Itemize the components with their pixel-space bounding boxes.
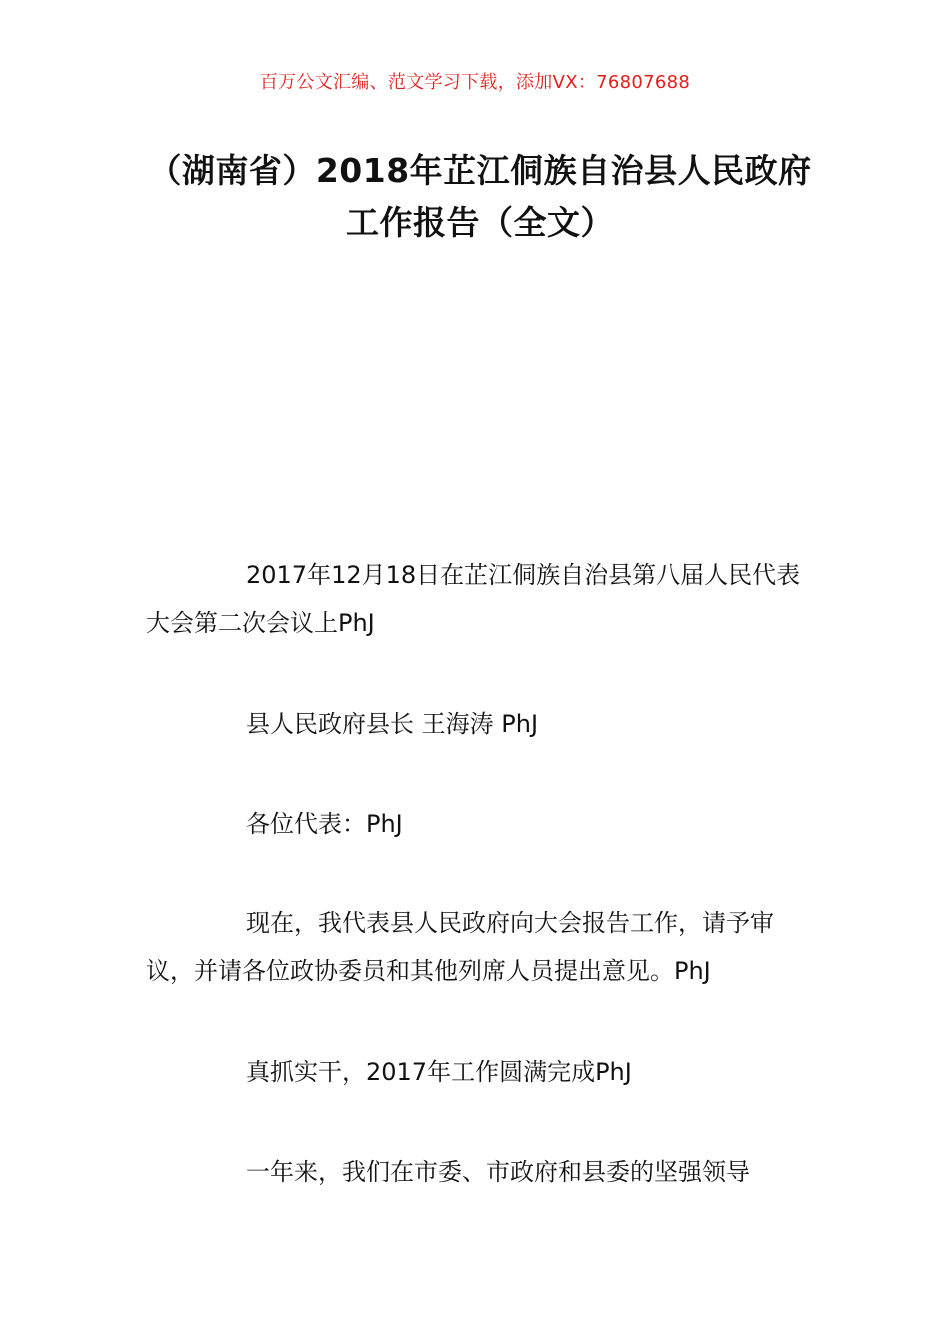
paragraph-section-heading: 真抓实干，2017年工作圆满完成PhJ xyxy=(246,1058,632,1086)
paragraph-intro: 现在，我代表县人民政府向大会报告工作，请予审议，并请各位政协委员和其他列席人员提出意见。PhJ xyxy=(146,909,774,985)
paragraph-meeting-info: 2017年12月18日在芷江侗族自治县第八届人民代表大会第二次会议上PhJ xyxy=(146,561,801,637)
watermark-header-note: 百万公文汇编、范文学习下载，添加VX：76807688 xyxy=(259,72,691,93)
paragraph-speaker: 县人民政府县长 王海涛 PhJ xyxy=(246,710,539,738)
paragraph-salutation: 各位代表：PhJ xyxy=(246,810,403,838)
document-title: （湖南省）2018年芷江侗族自治县人民政府工作报告（全文） xyxy=(148,151,812,242)
paragraph-body-start: 一年来，我们在市委、市政府和县委的坚强领导 xyxy=(246,1158,750,1186)
